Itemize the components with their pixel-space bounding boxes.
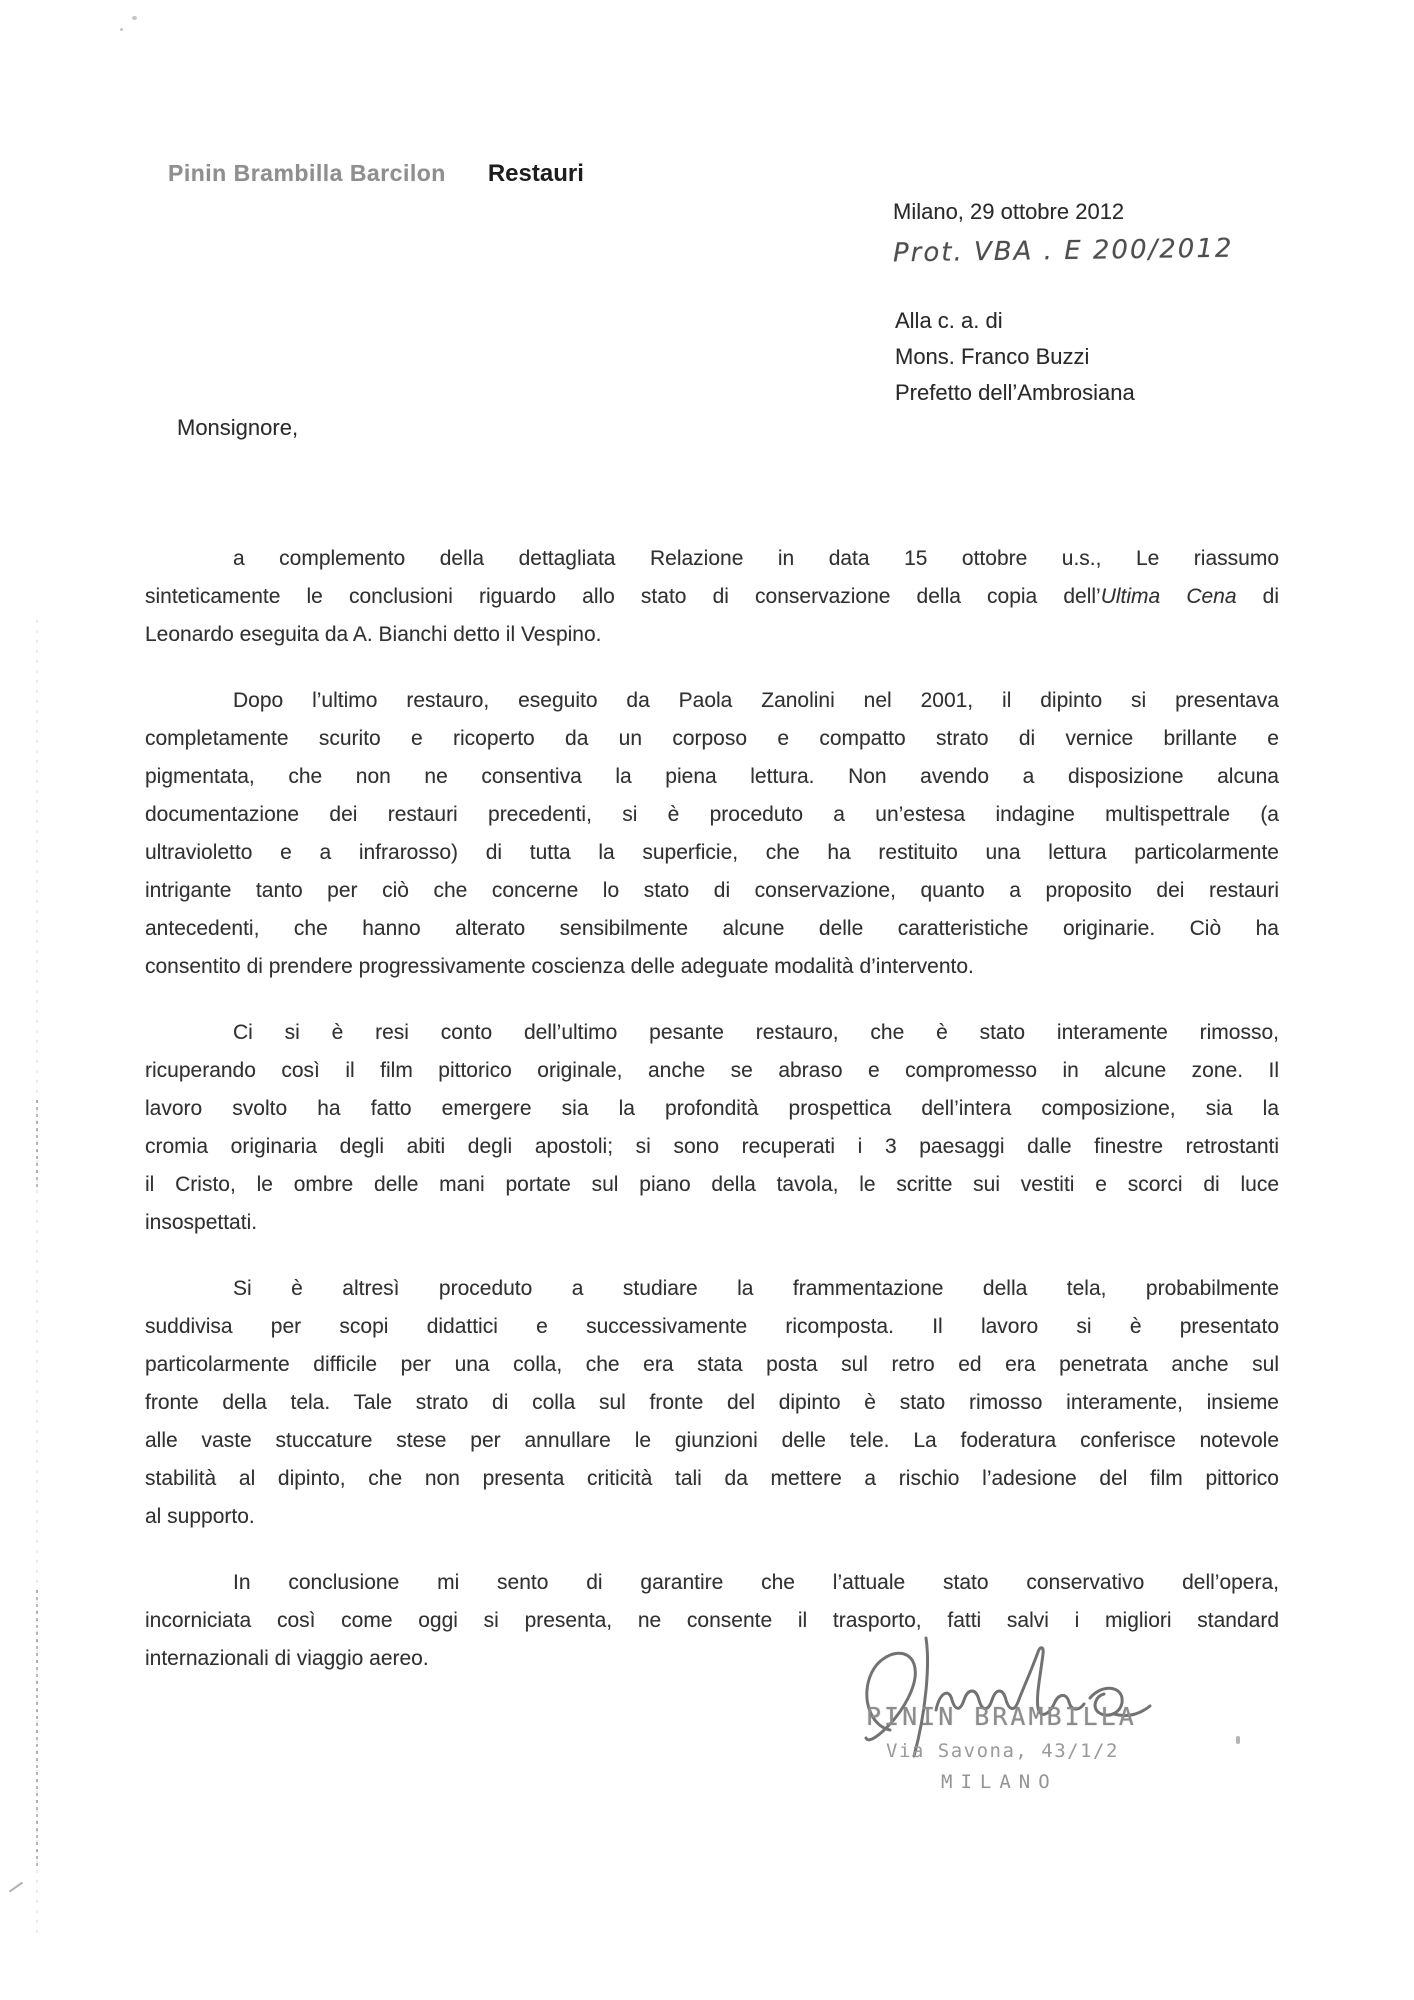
- body-line: [145, 758, 1279, 796]
- body-line: [145, 1346, 1279, 1384]
- body-line: [145, 1166, 1279, 1204]
- body-line: [145, 1270, 1279, 1308]
- text-run: internazionali di viaggio aereo.: [145, 1647, 429, 1670]
- salutation: Monsignore,: [177, 415, 299, 440]
- text-run: sinteticamente le conclusioni riguardo allo stato di conservazione della copia dell’: [145, 585, 1101, 608]
- body-line: [145, 578, 1279, 616]
- text-run: Ultima Cena: [1100, 585, 1237, 608]
- body-line: [145, 1014, 1279, 1052]
- body-line: [145, 834, 1279, 872]
- letterhead-name: Pinin Brambilla Barcilon: [168, 160, 446, 186]
- paragraph: [145, 1270, 1279, 1536]
- text-run: suddivisa per scopi didattici e successivamente ricomposta. Il lavoro si è presentato: [145, 1315, 1279, 1338]
- text-run: cromia originaria degli abiti degli apostoli; si sono recuperati i 3 paesaggi dalle finestre retrostanti: [145, 1135, 1279, 1158]
- scan-artifact-speck: [1236, 1736, 1240, 1744]
- text-run: insospettati.: [145, 1211, 258, 1234]
- text-run: documentazione dei restauri precedenti, si è proceduto a un’estesa indagine multispettrale (a: [145, 803, 1279, 826]
- stamp-name: PININ BRAMBILLA: [866, 1702, 1137, 1731]
- text-run: intrigante tanto per ciò che concerne lo stato di conservazione, quanto a proposito dei restauri: [145, 879, 1279, 902]
- body-line: [145, 540, 1279, 578]
- text-run: fronte della tela. Tale strato di colla sul fronte del dipinto è stato rimosso interamente, insieme: [145, 1391, 1279, 1414]
- text-run: particolarmente difficile per una colla, che era stata posta sul retro ed era penetrata anche sul: [145, 1353, 1279, 1376]
- text-run: incorniciata così come oggi si presenta, ne consente il trasporto, fatti salvi i migliori standard: [145, 1609, 1279, 1632]
- text-run: ricuperando così il film pittorico originale, anche se abraso e compromesso in alcune zone. Il: [145, 1059, 1279, 1082]
- stamp-city: MILANO: [941, 1771, 1058, 1793]
- body-line: [145, 872, 1279, 910]
- scan-artifact-speck: [132, 16, 137, 20]
- text-run: Dopo l’ultimo restauro, eseguito da Paola Zanolini nel 2001, il dipinto si presentava: [233, 689, 1279, 712]
- text-run: pigmentata, che non ne consentiva la piena lettura. Non avendo a disposizione alcuna: [145, 765, 1279, 788]
- body-line: [145, 1498, 1279, 1536]
- paragraph: [145, 682, 1279, 986]
- body-line: [145, 1384, 1279, 1422]
- text-run: lavoro svolto ha fatto emergere sia la profondità prospettica dell’intera composizione, sia la: [145, 1097, 1279, 1120]
- body-line: [145, 1128, 1279, 1166]
- recipient-name: Mons. Franco Buzzi: [895, 344, 1090, 369]
- text-run: ultravioletto e a infrarosso) di tutta la superficie, che ha restituito una lettura particolarmente: [145, 841, 1279, 864]
- text-run: a complemento della dettagliata Relazione in data 15 ottobre u.s., Le riassumo: [233, 547, 1279, 570]
- text-run: Si è altresì proceduto a studiare la frammentazione della tela, probabilmente: [233, 1277, 1279, 1300]
- paragraph: [145, 540, 1279, 654]
- scan-artifact-left-margin-dots: [36, 620, 38, 1940]
- text-run: Ci si è resi conto dell’ultimo pesante restauro, che è stato interamente rimosso,: [233, 1021, 1279, 1044]
- body-line: [145, 1204, 1279, 1242]
- body-line: [145, 1564, 1279, 1602]
- body-line: [145, 1052, 1279, 1090]
- body-line: [145, 720, 1279, 758]
- text-run: di: [1236, 585, 1280, 608]
- body-line: [145, 910, 1279, 948]
- scan-artifact-left-margin-dots: [36, 1590, 38, 1870]
- scan-artifact-left-margin-dots: [36, 1100, 38, 1190]
- text-run: antecedenti, che hanno alterato sensibilmente alcune delle caratteristiche originarie. Ciò ha: [145, 917, 1279, 940]
- text-run: il Cristo, le ombre delle mani portate sul piano della tavola, le scritte sui vestiti e scorci di luce: [145, 1173, 1279, 1196]
- body-line: [145, 616, 1279, 654]
- body-line: [145, 682, 1279, 720]
- date-line: Milano, 29 ottobre 2012: [893, 199, 1125, 224]
- scan-artifact-speck: [120, 28, 123, 31]
- recipient-attn: Alla c. a. di: [895, 308, 1003, 333]
- body-line: [145, 1308, 1279, 1346]
- recipient-block: [895, 303, 1135, 411]
- letterhead-brand: Restauri: [487, 160, 584, 187]
- text-run: al supporto.: [145, 1505, 255, 1528]
- text-run: stabilità al dipinto, che non presenta criticità tali da mettere a rischio l’adesione del film pittorico: [145, 1467, 1279, 1490]
- text-run: completamente scurito e ricoperto da un corposo e compatto strato di vernice brillante e: [145, 727, 1279, 750]
- text-run: Leonardo eseguita da A. Bianchi detto il Vespino.: [145, 623, 602, 646]
- body-line: [145, 1460, 1279, 1498]
- protocol-handwritten-note: Prot. VBA . E 200/2012: [892, 233, 1234, 269]
- text-run: In conclusione mi sento di garantire che l’attuale stato conservativo dell’opera,: [233, 1571, 1279, 1594]
- body-line: [145, 1422, 1279, 1460]
- text-run: consentito di prendere progressivamente coscienza delle adeguate modalità d’intervento.: [145, 955, 974, 978]
- body-line: [145, 1090, 1279, 1128]
- letter-body: [145, 540, 1279, 1706]
- text-run: alle vaste stuccature stese per annullare le giunzioni delle tele. La foderatura conferisce notevole: [145, 1429, 1279, 1452]
- scan-artifact-diagonal-mark: [9, 1882, 23, 1893]
- paragraph: [145, 1014, 1279, 1242]
- letterhead: [168, 160, 584, 188]
- stamp-address: Via Savona, 43/1/2: [886, 1740, 1119, 1762]
- body-line: [145, 948, 1279, 986]
- body-line: [145, 796, 1279, 834]
- recipient-title: Prefetto dell’Ambrosiana: [895, 380, 1135, 405]
